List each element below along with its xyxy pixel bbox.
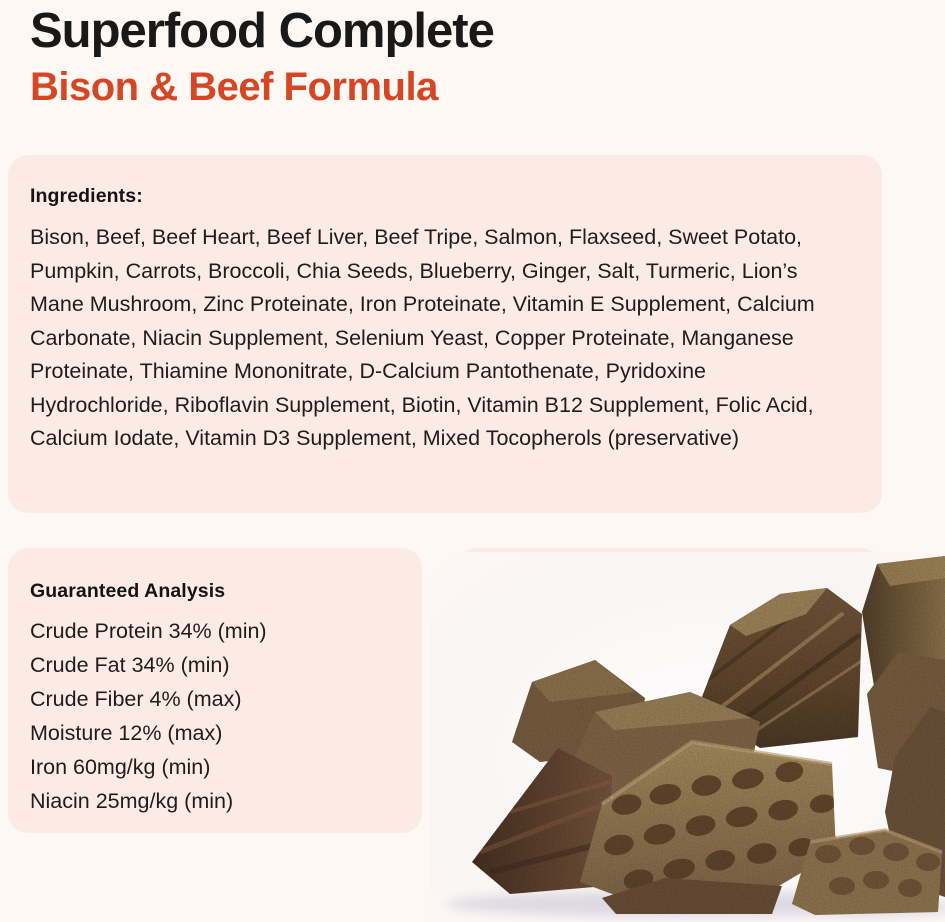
product-photo <box>430 552 945 922</box>
analysis-item-niacin: Niacin 25mg/kg (min) <box>30 789 234 813</box>
analysis-item-crude-protein: Crude Protein 34% (min) <box>30 619 267 643</box>
label-header <box>30 4 494 108</box>
analysis-item-crude-fat: Crude Fat 34% (min) <box>30 653 230 677</box>
guaranteed-analysis-heading: Guaranteed Analysis <box>30 580 226 602</box>
guaranteed-analysis-panel <box>8 548 422 833</box>
ingredients-heading: Ingredients: <box>30 185 143 207</box>
ingredients-panel <box>8 155 882 513</box>
analysis-item-moisture: Moisture 12% (max) <box>30 721 223 745</box>
page-subtitle: Bison & Beef Formula <box>30 65 438 109</box>
analysis-item-crude-fiber: Crude Fiber 4% (max) <box>30 687 242 711</box>
dog-food-chunks-illustration <box>430 552 945 922</box>
guaranteed-analysis-list <box>30 614 412 818</box>
analysis-item-iron: Iron 60mg/kg (min) <box>30 755 211 779</box>
ingredients-list: Bison, Beef, Beef Heart, Beef Liver, Beef Tripe, Salmon, Flaxseed, Sweet Potato, Pumpkin, Carrots, Broccoli, Chia Seeds, Blueberry, Ginger, Salt, Turmeric, Lion’s Mane Mushroom, Zinc Proteinate, Iron Proteinate, Vitamin E Supplement, Calcium Carbonate, Niacin Supplement, Selenium Yeast, Copper Proteinate, Manganese Proteinate, Thiamine Mononitrate, D-Calcium Pantothenate, Pyridoxine Hydrochloride, Riboflavin Supplement, Biotin, Vitamin B12 Supplement, Folic Acid, Calcium Iodate, Vitamin D3 Supplement, Mixed Tocopherols (preservative) <box>30 225 815 450</box>
page-title: Superfood Complete <box>30 4 494 58</box>
